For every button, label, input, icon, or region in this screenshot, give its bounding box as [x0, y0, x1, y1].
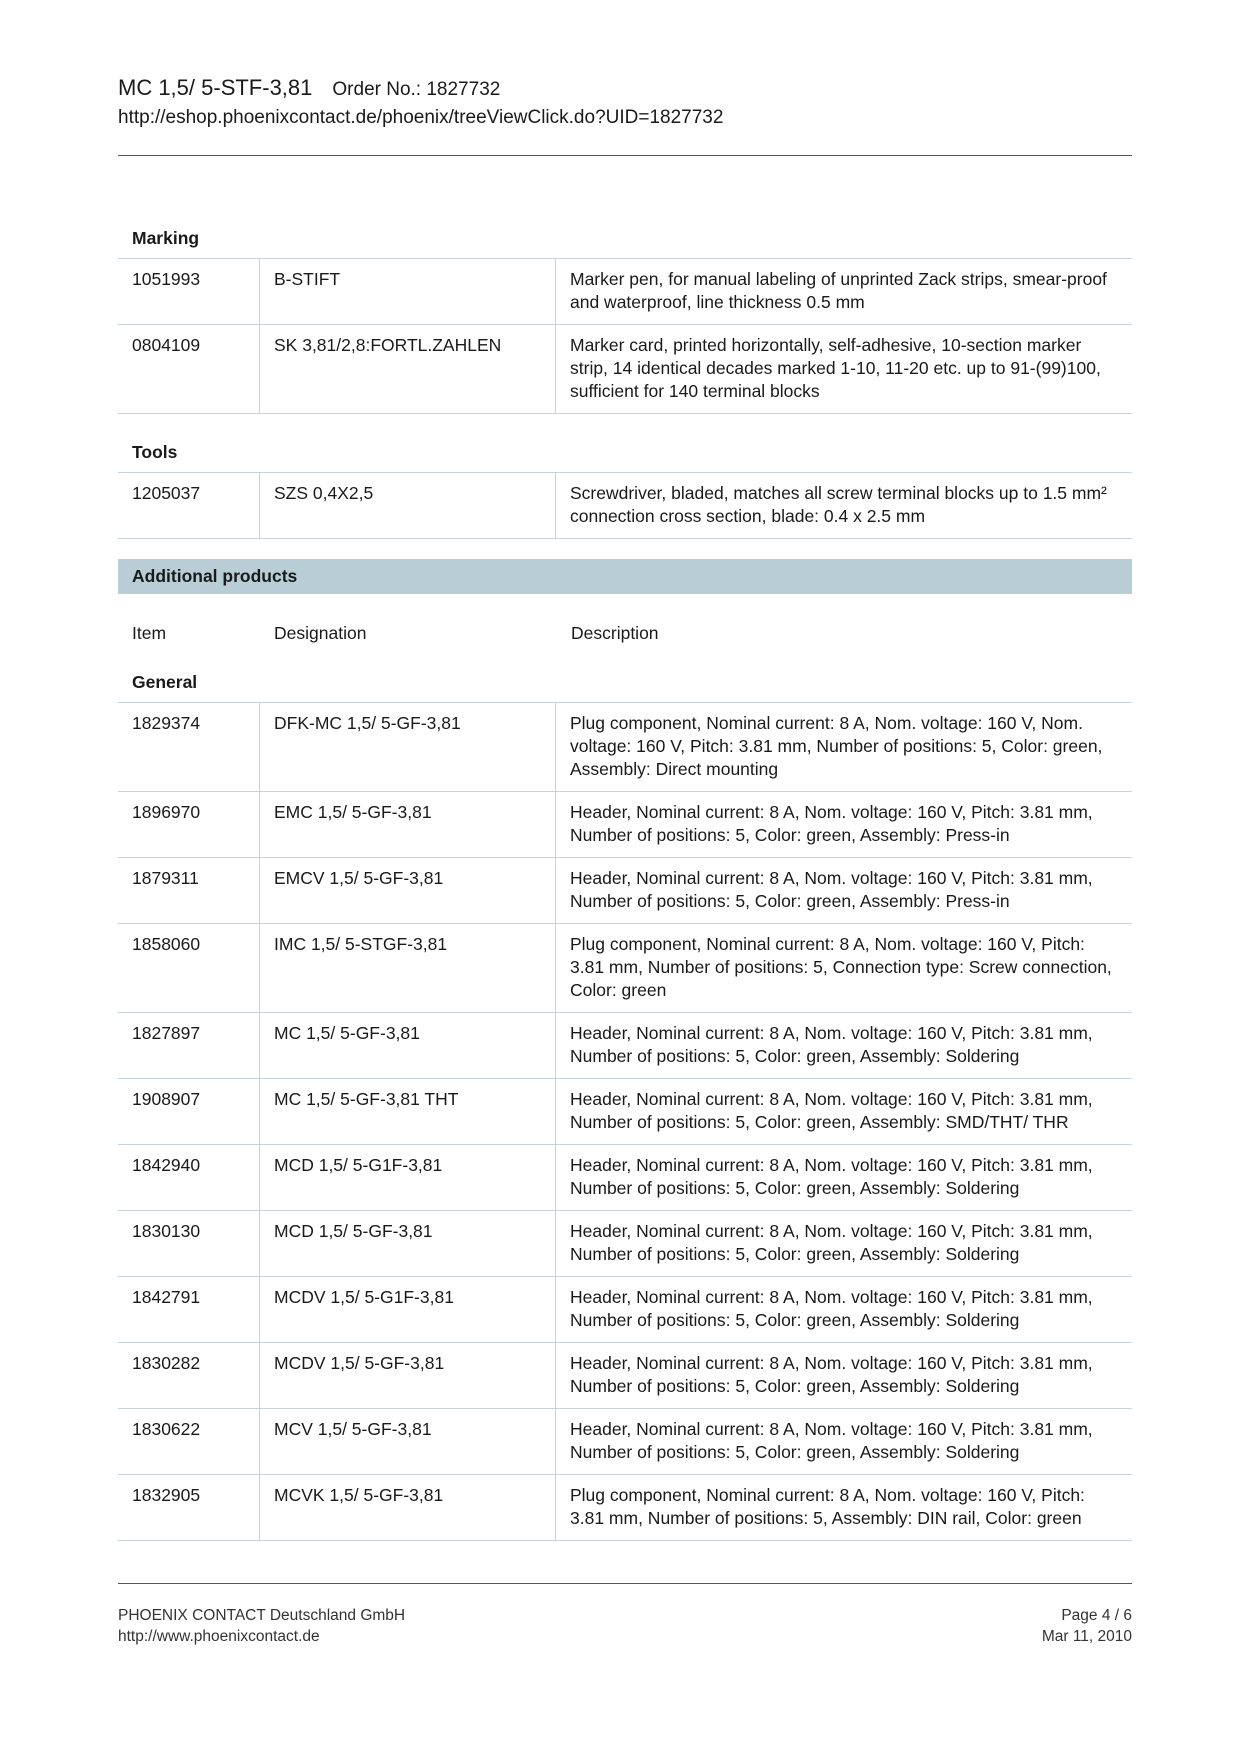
column-header-description: Description	[571, 623, 659, 643]
row-item-number: 1842791	[132, 1287, 201, 1307]
table-row	[118, 1210, 1132, 1276]
row-description: Screwdriver, bladed, matches all screw terminal blocks up to 1.5 mm² connection cross section, blade: 0.4 x 2.5 mm	[570, 483, 1107, 526]
row-designation: SZS 0,4X2,5	[259, 473, 556, 538]
table-row	[118, 1276, 1132, 1342]
column-header-designation: Designation	[274, 623, 367, 643]
page-header	[118, 74, 1132, 131]
row-description: Plug component, Nominal current: 8 A, Nom. voltage: 160 V, Nom. voltage: 160 V, Pitch: 3.81 mm, Number of positions: 5, Color: green, Assembly: Direct mounting	[570, 713, 1103, 779]
table-row	[118, 1408, 1132, 1474]
table-row	[118, 1078, 1132, 1144]
row-item-number: 1051993	[132, 269, 201, 289]
row-item-number: 0804109	[132, 335, 201, 355]
general-table	[118, 702, 1132, 1541]
table-row	[118, 1144, 1132, 1210]
row-item-number: 1832905	[132, 1485, 201, 1505]
column-header-item: Item	[132, 623, 167, 643]
row-designation: MCVK 1,5/ 5-GF-3,81	[259, 1475, 556, 1540]
accessories-content	[118, 218, 1132, 1541]
row-description: Header, Nominal current: 8 A, Nom. voltage: 160 V, Pitch: 3.81 mm, Number of positions: 5, Color: green, Assembly: Soldering	[570, 1353, 1093, 1396]
row-description: Header, Nominal current: 8 A, Nom. voltage: 160 V, Pitch: 3.81 mm, Number of positions: 5, Color: green, Assembly: Press-in	[570, 802, 1093, 845]
row-item-number: 1830622	[132, 1419, 201, 1439]
row-designation: MCD 1,5/ 5-GF-3,81	[259, 1211, 556, 1276]
row-description: Header, Nominal current: 8 A, Nom. voltage: 160 V, Pitch: 3.81 mm, Number of positions: 5, Color: green, Assembly: Press-in	[570, 868, 1093, 911]
row-item-number: 1205037	[132, 483, 201, 503]
tools-section-title: Tools	[132, 442, 178, 462]
row-item-number: 1829374	[132, 713, 201, 733]
row-designation: IMC 1,5/ 5-STGF-3,81	[259, 924, 556, 1012]
row-item-number: 1858060	[132, 934, 201, 954]
marking-table	[118, 258, 1132, 414]
row-item-number: 1879311	[132, 868, 199, 888]
row-designation: EMC 1,5/ 5-GF-3,81	[259, 792, 556, 857]
row-item-number: 1830282	[132, 1353, 201, 1373]
product-url[interactable]: http://eshop.phoenixcontact.de/phoenix/treeViewClick.do?UID=1827732	[118, 107, 724, 128]
footer-company: PHOENIX CONTACT Deutschland GmbH	[118, 1607, 406, 1624]
marking-section-title: Marking	[132, 228, 200, 248]
footer-page-number: Page 4 / 6	[1061, 1607, 1132, 1624]
footer-divider	[118, 1583, 1132, 1584]
title-line	[118, 74, 1132, 104]
general-section-title: General	[132, 672, 198, 692]
row-description: Header, Nominal current: 8 A, Nom. voltage: 160 V, Pitch: 3.81 mm, Number of positions: 5, Color: green, Assembly: Soldering	[570, 1221, 1093, 1264]
row-description: Header, Nominal current: 8 A, Nom. voltage: 160 V, Pitch: 3.81 mm, Number of positions: 5, Color: green, Assembly: Soldering	[570, 1419, 1093, 1462]
table-row	[118, 923, 1132, 1012]
additional-products-band: Additional products	[118, 559, 1132, 594]
row-designation: B-STIFT	[259, 259, 556, 324]
row-description: Marker card, printed horizontally, self-adhesive, 10-section marker strip, 14 identical decades marked 1-10, 11-20 etc. up to 91-(99)100, sufficient for 140 terminal blocks	[570, 335, 1101, 401]
row-description: Marker pen, for manual labeling of unprinted Zack strips, smear-proof and waterproof, line thickness 0.5 mm	[570, 269, 1107, 312]
row-designation: SK 3,81/2,8:FORTL.ZAHLEN	[259, 325, 556, 413]
tools-table	[118, 472, 1132, 539]
header-divider	[118, 155, 1132, 156]
row-item-number: 1827897	[132, 1023, 201, 1043]
row-description: Header, Nominal current: 8 A, Nom. voltage: 160 V, Pitch: 3.81 mm, Number of positions: 5, Color: green, Assembly: Soldering	[570, 1287, 1093, 1330]
row-description: Plug component, Nominal current: 8 A, Nom. voltage: 160 V, Pitch: 3.81 mm, Number of positions: 5, Connection type: Screw connection, Color: green	[570, 934, 1112, 1000]
row-designation: MC 1,5/ 5-GF-3,81 THT	[259, 1079, 556, 1144]
row-description: Header, Nominal current: 8 A, Nom. voltage: 160 V, Pitch: 3.81 mm, Number of positions: 5, Color: green, Assembly: Soldering	[570, 1023, 1093, 1066]
column-headers	[118, 612, 1132, 654]
table-row	[118, 472, 1132, 539]
row-designation: EMCV 1,5/ 5-GF-3,81	[259, 858, 556, 923]
row-designation: MCV 1,5/ 5-GF-3,81	[259, 1409, 556, 1474]
row-description: Header, Nominal current: 8 A, Nom. voltage: 160 V, Pitch: 3.81 mm, Number of positions: 5, Color: green, Assembly: Soldering	[570, 1155, 1093, 1198]
table-row	[118, 857, 1132, 923]
footer-date: Mar 11, 2010	[1041, 1628, 1132, 1645]
table-row	[118, 791, 1132, 857]
row-description: Header, Nominal current: 8 A, Nom. voltage: 160 V, Pitch: 3.81 mm, Number of positions: 5, Color: green, Assembly: SMD/THT/ THR	[570, 1089, 1093, 1132]
row-designation: DFK-MC 1,5/ 5-GF-3,81	[259, 703, 556, 791]
table-row	[118, 702, 1132, 791]
row-item-number: 1908907	[132, 1089, 201, 1109]
table-row	[118, 324, 1132, 414]
row-designation: MCDV 1,5/ 5-GF-3,81	[259, 1343, 556, 1408]
row-designation: MCDV 1,5/ 5-G1F-3,81	[259, 1277, 556, 1342]
table-row	[118, 1342, 1132, 1408]
row-designation: MCD 1,5/ 5-G1F-3,81	[259, 1145, 556, 1210]
order-number: Order No.: 1827732	[332, 79, 501, 100]
row-item-number: 1830130	[132, 1221, 201, 1241]
row-item-number: 1896970	[132, 802, 201, 822]
row-item-number: 1842940	[132, 1155, 201, 1175]
row-designation: MC 1,5/ 5-GF-3,81	[259, 1013, 556, 1078]
product-name: MC 1,5/ 5-STF-3,81	[118, 75, 313, 100]
row-description: Plug component, Nominal current: 8 A, Nom. voltage: 160 V, Pitch: 3.81 mm, Number of positions: 5, Assembly: DIN rail, Color: green	[570, 1485, 1085, 1528]
table-row	[118, 1474, 1132, 1541]
table-row	[118, 1012, 1132, 1078]
footer-website[interactable]: http://www.phoenixcontact.de	[118, 1628, 320, 1645]
table-row	[118, 258, 1132, 324]
